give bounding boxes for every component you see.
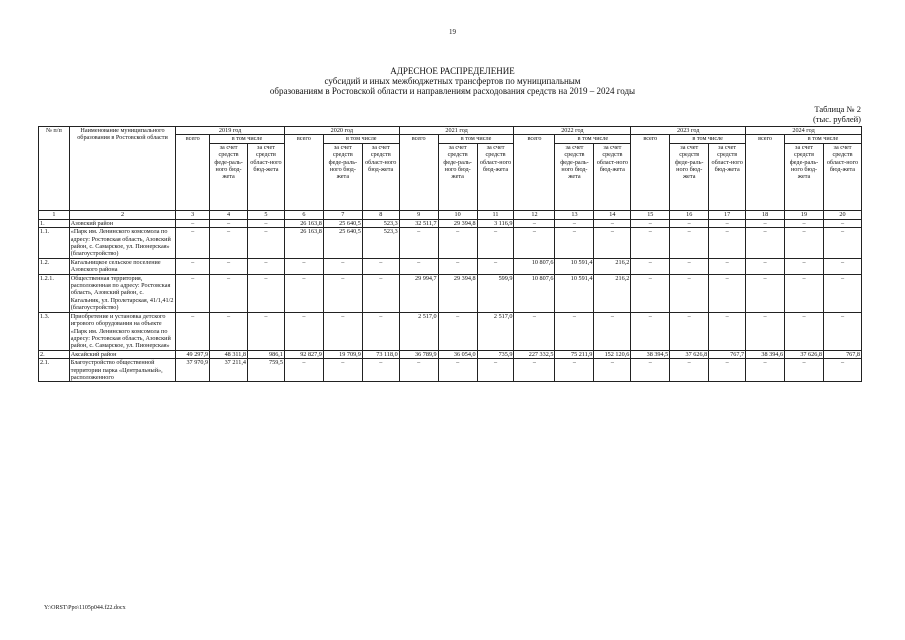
column-number: 5 [248,210,285,219]
row-value: 73 118,0 [362,350,399,358]
row-value: 37 970,9 [176,359,210,382]
row-value: 216,2 [594,258,631,274]
column-number: 2 [69,210,176,219]
header-federal: за счет средств феде-раль-ного бюд-жета [210,143,248,210]
row-value: – [248,219,285,227]
row-value: – [555,228,594,259]
table-label-block [813,104,861,124]
row-value: – [477,359,514,382]
row-value: – [438,359,477,382]
row-value: – [284,312,323,350]
column-number: 8 [362,210,399,219]
row-value: 32 511,7 [399,219,438,227]
column-number: 19 [785,210,824,219]
row-value: – [746,228,785,259]
header-federal: за счет средств феде-раль-ного бюд-жета [670,143,709,210]
row-value: 25 640,5 [323,219,362,227]
row-value: – [284,274,323,312]
row-value: 38 394,5 [631,350,670,358]
row-name: Азовский район [69,219,176,227]
row-value: – [323,312,362,350]
row-value: – [785,228,824,259]
row-value: – [176,219,210,227]
row-value: 37 626,8 [670,350,709,358]
column-number: 15 [631,210,670,219]
row-value: – [823,258,861,274]
table-header [39,127,862,220]
header-total: всего [399,135,438,210]
row-value: – [594,312,631,350]
row-value: – [709,312,746,350]
header-total: всего [514,135,555,210]
column-number: 14 [594,210,631,219]
column-number: 11 [477,210,514,219]
row-value: – [785,359,824,382]
row-value: – [670,312,709,350]
row-value: 152 120,6 [594,350,631,358]
header-regional: за счет средств област-ного бюд-жета [709,143,746,210]
row-value: – [823,312,861,350]
document-title [0,66,905,96]
column-number: 12 [514,210,555,219]
row-number: 1.2. [39,258,70,274]
row-value: 29 394,8 [438,219,477,227]
row-value: – [248,228,285,259]
row-value: 2 517,0 [477,312,514,350]
header-year: 2020 год [284,127,399,135]
row-value: – [477,258,514,274]
table-label: Таблица № 2 [814,104,861,114]
column-number: 4 [210,210,248,219]
row-value: 10 591,4 [555,274,594,312]
header-num: № п/п [39,127,70,211]
row-value: – [438,228,477,259]
header-total: всего [176,135,210,210]
header-name: Наименование муниципального образования в Ростовской области [69,127,176,211]
table-row [39,274,862,312]
column-number: 7 [323,210,362,219]
header-federal: за счет средств феде-раль-ного бюд-жета [785,143,824,210]
header-year: 2021 год [399,127,514,135]
row-value: 10 591,4 [555,258,594,274]
row-value: – [176,312,210,350]
units-label: (тыс. рублей) [812,114,861,124]
row-value: – [746,219,785,227]
row-value: 25 640,5 [323,228,362,259]
header-regional: за счет средств област-ного бюд-жета [362,143,399,210]
footer-path: Y:\ORST\Ppo\1105p044.f22.docx [44,605,126,611]
header-federal: за счет средств феде-раль-ного бюд-жета [438,143,477,210]
column-number: 20 [823,210,861,219]
row-value: – [248,258,285,274]
row-value: 49 297,9 [176,350,210,358]
table-row [39,350,862,358]
header-regional: за счет средств област-ного бюд-жета [477,143,514,210]
table-row [39,219,862,227]
row-value: – [362,312,399,350]
title-line-1: АДРЕСНОЕ РАСПРЕДЕЛЕНИЕ [390,66,515,76]
row-value: – [670,258,709,274]
row-value: 37 211,4 [210,359,248,382]
row-value: 37 626,8 [785,350,824,358]
row-name: Благоустройство общественной территории парка «Центральный», расположенного [69,359,176,382]
row-value: – [631,359,670,382]
row-value: – [670,219,709,227]
row-value: 29 394,8 [438,274,477,312]
row-value: 767,7 [709,350,746,358]
row-value: – [555,312,594,350]
column-number: 10 [438,210,477,219]
header-incl: в том числе [670,135,746,143]
row-value: – [362,359,399,382]
row-value: 523,3 [362,228,399,259]
row-value: – [631,312,670,350]
column-number: 1 [39,210,70,219]
row-value: – [594,219,631,227]
row-value: – [284,258,323,274]
row-value: – [785,219,824,227]
row-value: – [823,219,861,227]
row-value: – [323,274,362,312]
row-value: – [555,219,594,227]
row-value: 10 807,6 [514,258,555,274]
row-value: – [746,274,785,312]
row-number: 1.2.1. [39,274,70,312]
row-value: – [709,258,746,274]
row-value: – [514,359,555,382]
row-value: – [709,274,746,312]
row-value: 523,3 [362,219,399,227]
row-value: – [823,359,861,382]
column-number: 6 [284,210,323,219]
row-value: 227 332,5 [514,350,555,358]
header-federal: за счет средств феде-раль-ного бюд-жета [323,143,362,210]
row-value: – [399,258,438,274]
column-number: 18 [746,210,785,219]
row-value: 48 311,8 [210,350,248,358]
header-incl: в том числе [555,135,631,143]
row-value: – [823,228,861,259]
row-value: 38 394,6 [746,350,785,358]
row-value: – [323,258,362,274]
table-body [39,219,862,382]
row-value: 767,8 [823,350,861,358]
row-value: 599,9 [477,274,514,312]
row-value: – [514,219,555,227]
row-value: – [514,312,555,350]
row-value: – [438,258,477,274]
row-value: 36 054,0 [438,350,477,358]
header-year: 2024 год [746,127,862,135]
row-value: – [823,274,861,312]
row-value: – [746,312,785,350]
row-value: – [284,359,323,382]
header-total: всего [746,135,785,210]
row-value: – [176,228,210,259]
row-number: 1.1. [39,228,70,259]
row-value: 29 994,7 [399,274,438,312]
column-number: 9 [399,210,438,219]
row-value: 26 163,8 [284,228,323,259]
header-federal: за счет средств феде-раль-ного бюд-жета [555,143,594,210]
header-incl: в том числе [323,135,399,143]
row-value: 735,9 [477,350,514,358]
row-value: – [594,359,631,382]
row-value: – [399,359,438,382]
row-value: – [631,219,670,227]
column-number: 3 [176,210,210,219]
header-incl: в том числе [785,135,862,143]
row-value: – [399,228,438,259]
row-value: – [176,274,210,312]
row-value: – [323,359,362,382]
row-value: – [670,274,709,312]
row-value: – [670,228,709,259]
header-year: 2023 год [631,127,746,135]
row-value: 2 517,0 [399,312,438,350]
header-total: всего [284,135,323,210]
row-value: 36 789,9 [399,350,438,358]
row-value: – [631,258,670,274]
row-value: – [785,274,824,312]
column-number: 17 [709,210,746,219]
row-value: – [785,258,824,274]
row-value: 26 163,8 [284,219,323,227]
row-value: 19 709,9 [323,350,362,358]
row-value: – [210,219,248,227]
row-value: 759,5 [248,359,285,382]
row-value: – [210,274,248,312]
row-value: – [785,312,824,350]
header-year: 2022 год [514,127,631,135]
row-value: – [709,219,746,227]
row-number: 1.3. [39,312,70,350]
row-value: – [709,359,746,382]
row-value: 10 807,6 [514,274,555,312]
row-value: – [248,312,285,350]
table-row [39,312,862,350]
row-value: 92 827,9 [284,350,323,358]
row-name: Приобретение и установка детского игрового оборудования на объекте «Парк им. Ленинского комсомола по адресу: Ростовская область, Азовский район, с. Самарское, ул. Пионерская» [69,312,176,350]
row-name: Кагальницкое сельское поселение Азовского района [69,258,176,274]
header-regional: за счет средств област-ного бюд-жета [594,143,631,210]
row-value: – [514,228,555,259]
row-value: 216,2 [594,274,631,312]
row-number: 1. [39,219,70,227]
row-value: 3 116,9 [477,219,514,227]
header-row-years [39,127,862,135]
row-name: Общественная территория, расположенная по адресу: Ростовская область, Азовский район, с. Кагальник, ул. Пролетарская, 41/1,41/2 (благоустройство) [69,274,176,312]
row-value: 986,1 [248,350,285,358]
header-incl: в том числе [210,135,285,143]
allocation-table [38,126,862,382]
row-value: – [248,274,285,312]
row-value: – [746,359,785,382]
header-incl: в том числе [438,135,514,143]
row-number: 2. [39,350,70,358]
row-number: 2.1. [39,359,70,382]
title-line-2: субсидий и иных межбюджетных трансфертов по муниципальным [324,76,581,86]
table-row [39,228,862,259]
header-total: всего [631,135,670,210]
row-value: – [555,359,594,382]
row-value: 75 211,9 [555,350,594,358]
row-value: – [176,258,210,274]
table-row [39,258,862,274]
column-number: 16 [670,210,709,219]
title-line-3: образованиям в Ростовской области и направлениям расходования средств на 2019 – 2024 годы [269,86,636,96]
row-value: – [709,228,746,259]
row-value: – [631,228,670,259]
header-regional: за счет средств област-ного бюд-жета [248,143,285,210]
page-number: 19 [449,28,456,36]
column-number: 13 [555,210,594,219]
header-year: 2019 год [176,127,285,135]
table-row [39,359,862,382]
row-name: Аксайский район [69,350,176,358]
row-value: – [594,228,631,259]
row-value: – [670,359,709,382]
row-value: – [746,258,785,274]
row-value: – [210,228,248,259]
header-row-col-numbers [39,210,862,219]
row-value: – [438,312,477,350]
row-value: – [362,274,399,312]
row-value: – [631,274,670,312]
row-value: – [362,258,399,274]
row-value: – [477,228,514,259]
header-regional: за счет средств област-ного бюд-жета [823,143,861,210]
row-name: «Парк им. Ленинского комсомола по адресу: Ростовская область, Азовский район, с. Самарское, ул. Пионерская» (благоустройство) [69,228,176,259]
row-value: – [210,312,248,350]
row-value: – [210,258,248,274]
